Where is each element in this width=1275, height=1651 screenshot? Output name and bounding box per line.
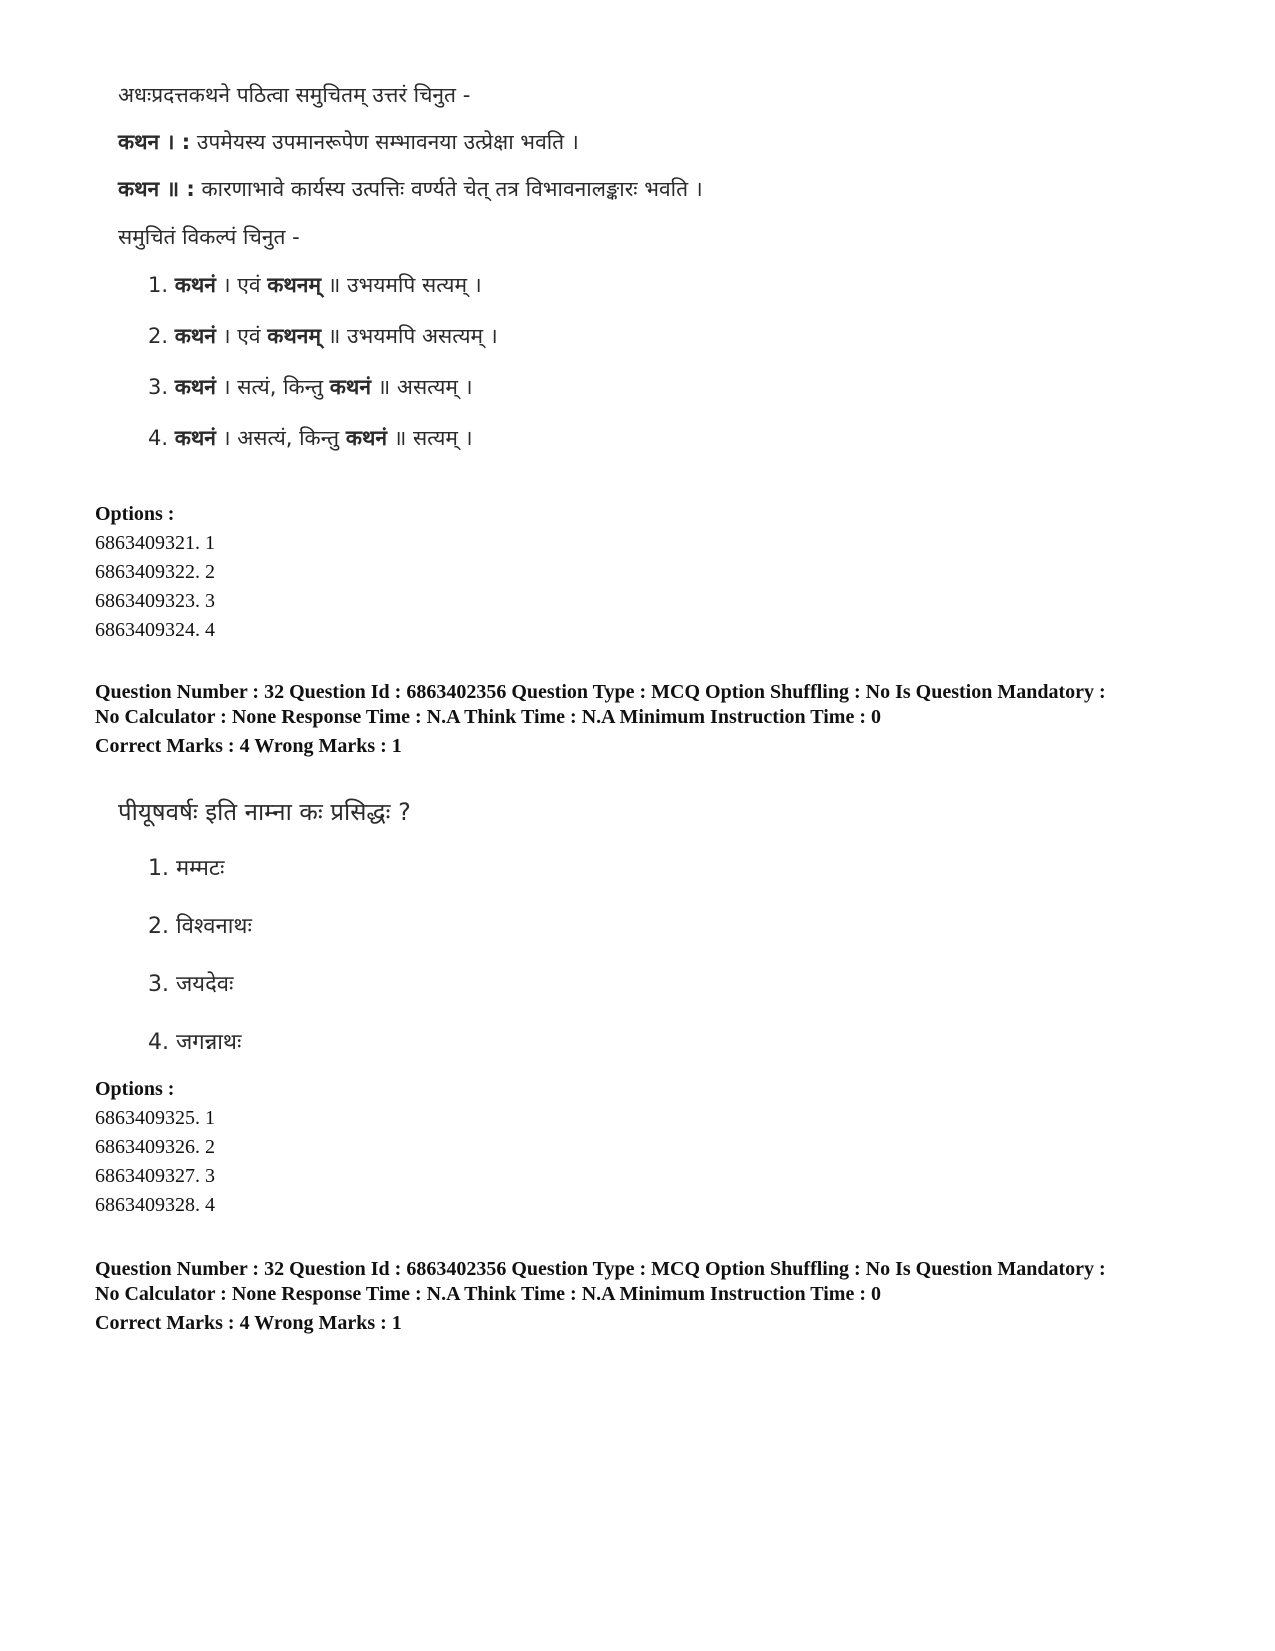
meta-line: Correct Marks : 4 Wrong Marks : 1	[95, 735, 402, 757]
meta-line: Correct Marks : 4 Wrong Marks : 1	[95, 1312, 402, 1334]
choice-keyword: कथनं	[174, 375, 216, 399]
choice-text: । एवं	[222, 273, 261, 297]
q32-choice-2: 2. विश्वनाथः	[148, 914, 252, 939]
q32-question: पीयूषवर्षः इति नाम्ना कः प्रसिद्धः ?	[118, 798, 411, 826]
choice-text: ॥ असत्यम् ।	[377, 375, 473, 399]
choice-text: ॥ उभयमपि असत्यम् ।	[327, 324, 498, 348]
choice-keyword: कथनं	[345, 426, 388, 450]
choice-keyword: कथनं	[329, 375, 371, 399]
option-item: 6863409324. 4	[95, 619, 215, 641]
q32-metadata	[95, 680, 1215, 759]
q31-statement-2-label: कथन ॥ :	[118, 177, 195, 201]
q31-instruction: अधःप्रदत्तकथने पठित्वा समुचितम् उत्तरं चिनुत -	[118, 83, 471, 107]
q31-options	[95, 500, 495, 645]
meta-line: Question Number : 32 Question Id : 6863402356 Question Type : MCQ Option Shuffling : No Is Question Mandatory :	[95, 681, 1106, 703]
q31-statement-1-label: कथन । :	[118, 130, 191, 154]
q32-choice-4: 4. जगन्नाथः	[148, 1030, 242, 1055]
option-item: 6863409327. 3	[95, 1165, 215, 1187]
option-item: 6863409322. 2	[95, 561, 215, 583]
choice-keyword: कथनम्	[267, 324, 322, 348]
q31-statement-1-text: उपमेयस्य उपमानरूपेण सम्भावनया उत्प्रेक्षा भवति ।	[196, 130, 579, 154]
choice-number: 3.	[148, 375, 169, 399]
option-item: 6863409325. 1	[95, 1107, 215, 1129]
choice-number: 4.	[148, 426, 169, 450]
q31-choice-3	[118, 372, 473, 402]
q31-choose-prompt: समुचितं विकल्पं चिनुत -	[118, 225, 300, 249]
options-heading: Options :	[95, 1078, 175, 1100]
options-heading: Options :	[95, 503, 175, 525]
q31-choice-2	[118, 321, 498, 351]
choice-keyword: कथनम्	[267, 273, 322, 297]
q32-options	[95, 1075, 495, 1220]
q31-choice-1	[118, 270, 482, 300]
meta-line: Question Number : 32 Question Id : 6863402356 Question Type : MCQ Option Shuffling : No Is Question Mandatory :	[95, 1258, 1106, 1280]
choice-text: ॥ उभयमपि सत्यम् ।	[327, 273, 482, 297]
choice-number: 2.	[148, 324, 169, 348]
choice-text: । सत्यं, किन्तु	[222, 375, 324, 399]
meta-line: No Calculator : None Response Time : N.A Think Time : N.A Minimum Instruction Time : 0	[95, 706, 881, 728]
q32-choice-3: 3. जयदेवः	[148, 972, 234, 997]
next-question-metadata	[95, 1257, 1215, 1336]
choice-number: 1.	[148, 273, 169, 297]
q31-statement-2-text: कारणाभावे कार्यस्य उत्पत्तिः वर्ण्यते चेत् तत्र विभावनालङ्कारः भवति ।	[201, 177, 703, 201]
meta-line: No Calculator : None Response Time : N.A Think Time : N.A Minimum Instruction Time : 0	[95, 1283, 881, 1305]
choice-text: ॥ सत्यम् ।	[393, 426, 473, 450]
option-item: 6863409328. 4	[95, 1194, 215, 1216]
q31-statement-2	[118, 174, 703, 204]
q31-statement-1	[118, 127, 579, 157]
option-item: 6863409321. 1	[95, 532, 215, 554]
option-item: 6863409326. 2	[95, 1136, 215, 1158]
choice-text: । एवं	[222, 324, 261, 348]
q32-choice-1: 1. मम्मटः	[148, 856, 225, 881]
choice-text: । असत्यं, किन्तु	[222, 426, 340, 450]
choice-keyword: कथनं	[174, 426, 216, 450]
q31-choice-4	[118, 423, 473, 453]
choice-keyword: कथनं	[174, 273, 216, 297]
choice-keyword: कथनं	[174, 324, 216, 348]
option-item: 6863409323. 3	[95, 590, 215, 612]
